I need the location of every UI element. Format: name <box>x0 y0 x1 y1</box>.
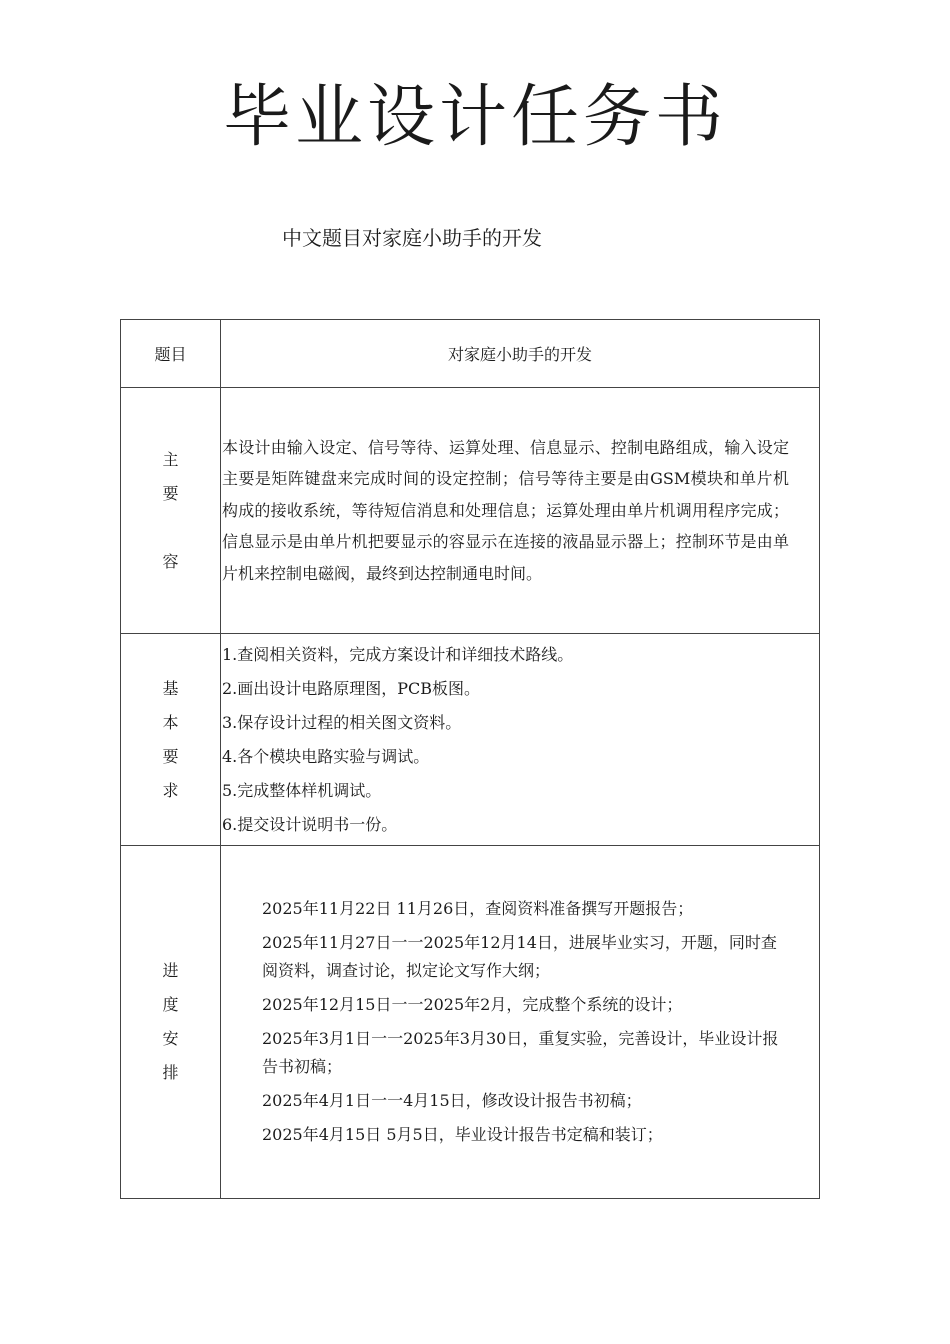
main-content-row <box>121 388 820 634</box>
schedule-item: 2025年4月15日 5月5日，毕业设计报告书定稿和装订； <box>262 1125 663 1144</box>
schedule-item: 2025年3月1日一一2025年3月30日，重复实验，完善设计，毕业设计报告书初稿； <box>262 1029 779 1076</box>
label-char: 求 <box>162 780 179 800</box>
requirement-item: 6.提交设计说明书一份。 <box>222 814 398 834</box>
schedule-item: 2025年4月1日一一4月15日，修改设计报告书初稿； <box>262 1091 642 1110</box>
label-char: 容 <box>162 551 179 571</box>
topic-row <box>121 320 820 388</box>
topic-value: 对家庭小助手的开发 <box>221 320 820 388</box>
schedule-cell <box>221 846 820 1199</box>
schedule-item: 2025年11月27日一一2025年12月14日，进展毕业实习，开题，同时查阅资料，调查讨论，拟定论文写作大纲； <box>262 933 777 980</box>
requirement-item: 2.画出设计电路原理图，PCB板图。 <box>222 678 481 698</box>
label-char: 本 <box>162 712 179 732</box>
main-content-cell <box>221 388 820 634</box>
label-char: 主 <box>162 449 179 469</box>
requirement-item: 3.保存设计过程的相关图文资料。 <box>222 712 462 732</box>
requirements-cell <box>221 634 820 846</box>
schedule-item: 2025年12月15日一一2025年2月，完成整个系统的设计； <box>262 995 683 1014</box>
label-char: 安 <box>162 1029 179 1048</box>
label-char: 度 <box>162 995 179 1014</box>
document-subtitle: 中文题目对家庭小助手的开发 <box>282 226 542 250</box>
label-char: 基 <box>162 678 179 698</box>
requirement-item: 4.各个模块电路实验与调试。 <box>222 746 430 766</box>
main-content-text: 本设计由输入设定、信号等待、运算处理、信息显示、控制电路组成，输入设定主要是矩阵键盘来完成时间的设定控制；信号等待主要是由GSM模块和单片机构成的接收系统，等待短信消息和处理信息；运算处理由单片机调用程序完成；信息显示是由单片机把要显示的容显示在连接的液晶显示器上；控制环节是由单片机来控制电磁阀，最终到达控制通电时间。 <box>222 437 789 583</box>
schedule-label <box>121 846 221 1199</box>
requirements-row <box>121 634 820 846</box>
requirements-label <box>121 634 221 846</box>
document-title: 毕业设计任务书 <box>222 78 727 157</box>
schedule-item: 2025年11月22日 11月26日，查阅资料准备撰写开题报告； <box>262 899 694 918</box>
label-char: 要 <box>162 746 179 766</box>
task-table <box>120 319 820 1199</box>
label-char: 要 <box>162 483 179 503</box>
schedule-row <box>121 846 820 1199</box>
label-char: 进 <box>162 961 179 980</box>
main-content-label <box>121 388 221 634</box>
label-char: 排 <box>162 1063 179 1082</box>
requirement-item: 5.完成整体样机调试。 <box>222 780 382 800</box>
topic-label: 题目 <box>121 320 221 388</box>
requirement-item: 1.查阅相关资料，完成方案设计和详细技术路线。 <box>222 644 574 664</box>
